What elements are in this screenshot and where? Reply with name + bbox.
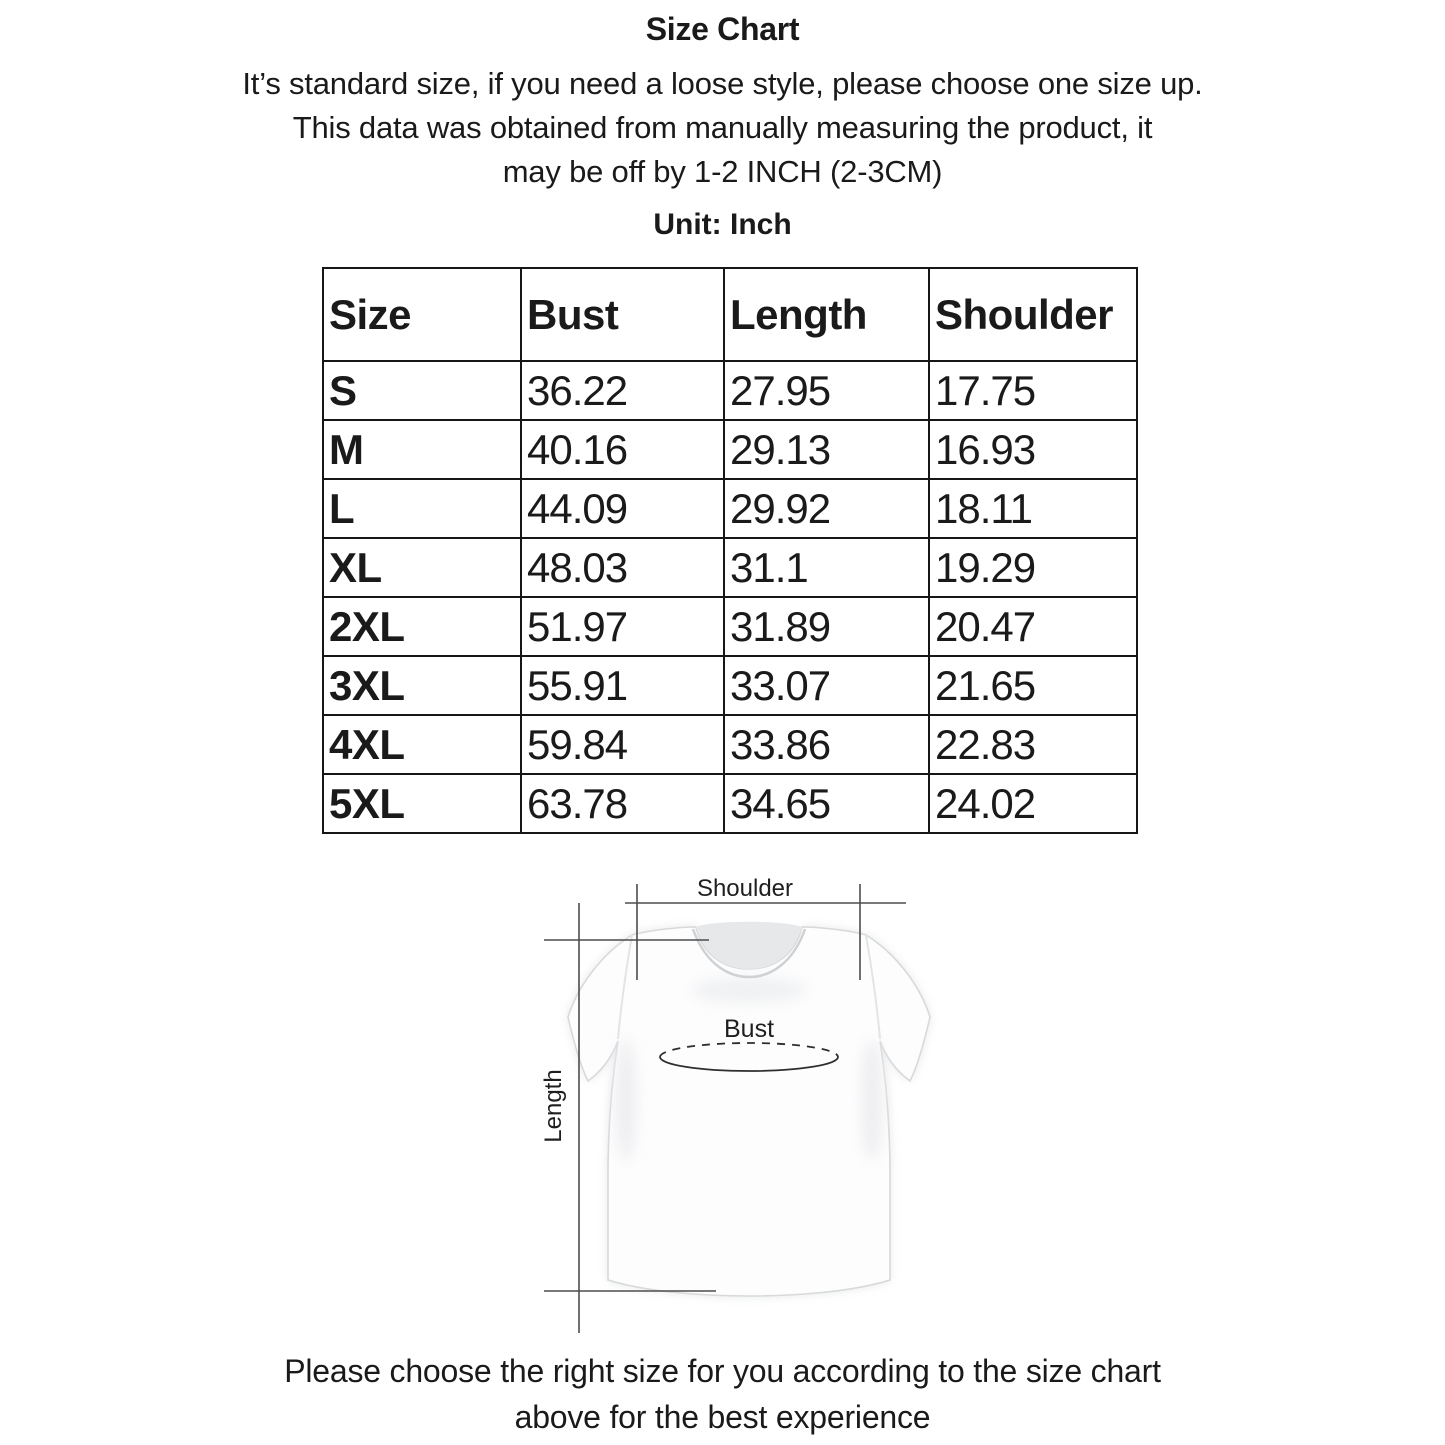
shade-left-armpit [616, 1038, 636, 1162]
bust-cell: 51.97 [521, 597, 724, 656]
length-cell: 29.92 [724, 479, 929, 538]
bust-cell: 44.09 [521, 479, 724, 538]
col-header-length: Length [724, 268, 929, 361]
shoulder-cell: 18.11 [929, 479, 1137, 538]
shoulder-cell: 17.75 [929, 361, 1137, 420]
bust-cell: 55.91 [521, 656, 724, 715]
length-cell: 29.13 [724, 420, 929, 479]
size-cell: L [323, 479, 521, 538]
bust-cell: 63.78 [521, 774, 724, 833]
size-cell: S [323, 361, 521, 420]
length-cell: 34.65 [724, 774, 929, 833]
col-header-shoulder: Shoulder [929, 268, 1137, 361]
shoulder-cell: 24.02 [929, 774, 1137, 833]
table-row [323, 774, 1137, 833]
length-measure-label: Length [540, 1069, 567, 1143]
unit-label: Unit: Inch [653, 208, 792, 241]
col-header-size: Size [323, 268, 521, 361]
page-title: Size Chart [645, 11, 800, 47]
shoulder-measure-label: Shoulder [696, 875, 794, 902]
length-cell: 31.89 [724, 597, 929, 656]
intro-line: This data was obtained from manually measuring the product, it [292, 110, 1153, 145]
shade-under-collar [691, 977, 807, 1003]
table-row [323, 715, 1137, 774]
size-table [322, 267, 1138, 834]
intro-line: may be off by 1-2 INCH (2-3CM) [502, 154, 943, 189]
size-cell: 5XL [323, 774, 521, 833]
table-header-row [323, 268, 1137, 361]
length-cell: 27.95 [724, 361, 929, 420]
table-row [323, 420, 1137, 479]
footer-line: Please choose the right size for you according to the size chart [284, 1353, 1161, 1389]
table-row [323, 656, 1137, 715]
bust-cell: 59.84 [521, 715, 724, 774]
shoulder-cell: 19.29 [929, 538, 1137, 597]
footer-line: above for the best experience [514, 1399, 931, 1435]
length-cell: 31.1 [724, 538, 929, 597]
size-cell: 4XL [323, 715, 521, 774]
bust-measure-label: Bust [723, 1015, 775, 1043]
size-cell: 2XL [323, 597, 521, 656]
intro-line: It’s standard size, if you need a loose style, please choose one size up. [242, 66, 1203, 101]
table-row [323, 597, 1137, 656]
bust-cell: 48.03 [521, 538, 724, 597]
length-cell: 33.86 [724, 715, 929, 774]
shoulder-cell: 22.83 [929, 715, 1137, 774]
bust-cell: 36.22 [521, 361, 724, 420]
size-cell: 3XL [323, 656, 521, 715]
size-cell: XL [323, 538, 521, 597]
table-row [323, 361, 1137, 420]
shoulder-cell: 21.65 [929, 656, 1137, 715]
table-row [323, 479, 1137, 538]
size-cell: M [323, 420, 521, 479]
shade-right-armpit [862, 1038, 882, 1162]
shoulder-cell: 16.93 [929, 420, 1137, 479]
length-cell: 33.07 [724, 656, 929, 715]
bust-cell: 40.16 [521, 420, 724, 479]
shoulder-cell: 20.47 [929, 597, 1137, 656]
footer-note [0, 1348, 1445, 1440]
tshirt-measure-diagram [500, 865, 980, 1345]
col-header-bust: Bust [521, 268, 724, 361]
table-row [323, 538, 1137, 597]
intro-text [0, 62, 1445, 194]
